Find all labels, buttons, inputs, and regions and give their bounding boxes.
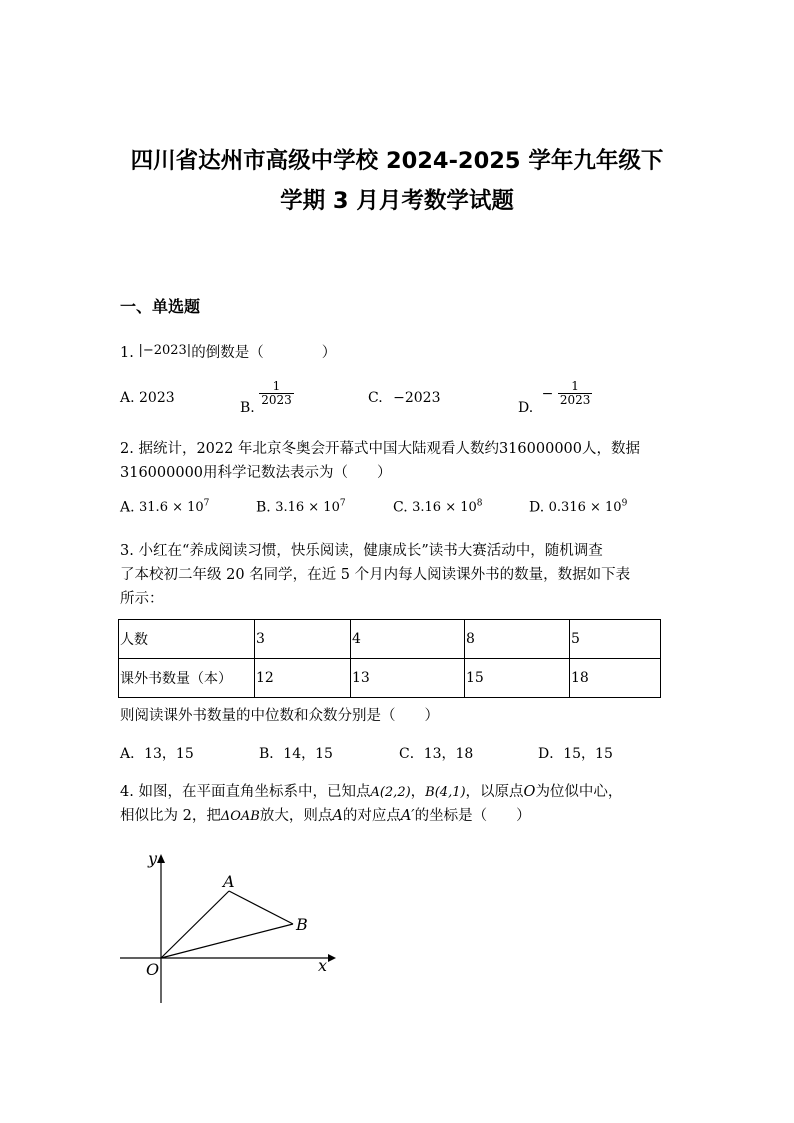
triangle-oab: ΔOAB	[220, 809, 260, 824]
table-cell: 8	[465, 620, 570, 659]
table-cell: 12	[255, 659, 351, 698]
segment-ab	[229, 891, 293, 924]
origin-label: O	[146, 960, 160, 979]
question-3-line3: 所示：	[120, 591, 164, 607]
y-axis-label: y	[148, 849, 158, 868]
reading-data-table	[118, 619, 661, 698]
q2-option-b: B. $3.16 \times 10^7$	[256, 499, 346, 516]
q2-option-d: D. $0.316 \times 10^9$	[529, 499, 628, 516]
section-heading-single-choice: 一、单选题	[120, 297, 201, 316]
question-3-prompt: 则阅读课外书数量的中位数和众数分别是（ ）	[120, 708, 439, 724]
q2-option-a: A. $31.6 \times 10^7$	[120, 499, 210, 516]
question-text: 的倒数是（ ）	[191, 345, 337, 361]
table-cell: 3	[255, 620, 351, 659]
question-2-line1: 2. 据统计，2022 年北京冬奥会开幕式中国大陆观看人数约316000000人，数据	[120, 441, 640, 457]
table-row	[119, 659, 661, 698]
y-axis-arrow	[157, 854, 165, 863]
question-4-line1: 4. 如图，在平面直角坐标系中，已知点A(2,2)，B(4,1)，以原点O为位似中心，	[120, 784, 623, 800]
q3-option-b: B．14，15	[259, 746, 333, 762]
table-cell: 15	[465, 659, 570, 698]
option-value: −2023	[393, 390, 441, 406]
q1-option-d: D. − $\frac{1}{2023}$	[518, 379, 591, 416]
table-cell: 4	[351, 620, 465, 659]
q1-option-b: B. $\frac{1}{2023}$	[240, 379, 292, 416]
point-b-coord: B(4,1)	[425, 785, 466, 800]
point-a-label: A	[223, 872, 235, 891]
x-axis-arrow	[328, 954, 336, 962]
question-3-line2: 了本校初二年级 20 名同学，在近 5 个月内每人阅读课外书的数量，数据如下表	[120, 567, 631, 583]
table-cell: 13	[351, 659, 465, 698]
paper-title-line1: 四川省达州市高级中学校 2024-2025 学年九年级下	[130, 148, 664, 174]
table-cell: 人数	[119, 620, 255, 659]
question-number: 1.	[120, 345, 134, 361]
table-row	[119, 620, 661, 659]
absolute-value-expression: |−2023|	[138, 343, 192, 358]
q1-option-c: C. −2023	[368, 390, 441, 406]
point-a-coord: A(2,2)	[370, 785, 411, 800]
fraction: $\frac{1}{2023}$	[559, 379, 591, 407]
table-cell: 18	[570, 659, 661, 698]
question-2-line2: 316000000用科学记数法表示为（ ）	[120, 465, 392, 481]
q3-option-d: D．15，15	[538, 746, 613, 762]
coordinate-figure	[110, 845, 350, 1015]
q3-option-a: A．13，15	[120, 746, 194, 762]
paper-title-line2: 学期 3 月月考数学试题	[280, 188, 514, 214]
option-value: 2023	[139, 390, 175, 406]
question-1	[120, 341, 336, 362]
point-b-label: B	[296, 915, 308, 934]
table-cell: 5	[570, 620, 661, 659]
segment-ob	[161, 924, 293, 958]
fraction: $\frac{1}{2023}$	[261, 379, 292, 407]
segment-oa	[161, 891, 229, 958]
question-3-line1: 3. 小红在“养成阅读习惯，快乐阅读，健康成长”读书大赛活动中，随机调查	[120, 543, 603, 559]
q2-option-c: C. $3.16 \times 10^8$	[393, 499, 483, 516]
question-4-line2: 相似比为 2，把ΔOAB放大，则点A的对应点A′的坐标是（ ）	[120, 808, 531, 824]
q3-option-c: C．13，18	[399, 746, 474, 762]
table-cell: 课外书数量（本）	[119, 659, 255, 698]
q1-option-a: A. 2023	[120, 390, 175, 406]
x-axis-label: x	[318, 956, 328, 975]
